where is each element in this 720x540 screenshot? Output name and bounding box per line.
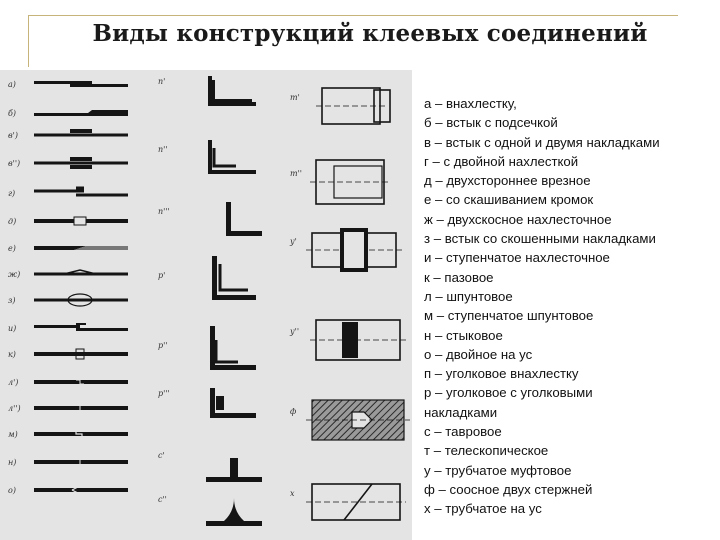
strip bbox=[76, 187, 84, 190]
strip bbox=[34, 190, 84, 193]
legend-list bbox=[424, 94, 720, 519]
legend-item: накладками bbox=[424, 404, 498, 420]
diagram-background bbox=[0, 70, 412, 540]
diagram-label: е) bbox=[8, 244, 16, 253]
strip bbox=[76, 194, 128, 197]
diagram-label: с' bbox=[158, 451, 165, 460]
legend-item: н – стыковое bbox=[424, 327, 503, 343]
slide-title: Виды конструкций клеевых соединений bbox=[92, 20, 648, 47]
diagram-label: п'' bbox=[158, 145, 168, 154]
diagram-label: к) bbox=[8, 350, 16, 359]
tee-web bbox=[230, 458, 238, 478]
diagram-label: б) bbox=[8, 109, 17, 118]
legend-item: о – двойное на ус bbox=[424, 346, 533, 362]
sleeve-inner bbox=[344, 232, 364, 268]
diagram-label: т' bbox=[290, 93, 300, 102]
diagram-label: у'' bbox=[290, 327, 300, 336]
diagram-label: н) bbox=[8, 458, 17, 467]
strip bbox=[34, 488, 128, 492]
diagram-label: л'') bbox=[8, 404, 21, 413]
legend-item: г – с двойной нахлесткой bbox=[424, 153, 579, 169]
strip bbox=[70, 157, 92, 161]
strip bbox=[70, 165, 92, 169]
legend-item: ж – двухскосное нахлесточное bbox=[424, 211, 612, 227]
legend-item: с – тавровое bbox=[424, 424, 502, 440]
legend-item: р – уголковое с уголковыми bbox=[424, 385, 593, 401]
diagram-label: п' bbox=[158, 77, 166, 86]
diagram-label: ф bbox=[290, 407, 297, 416]
strip bbox=[34, 81, 92, 84]
legend-item: и – ступенчатое нахлесточное bbox=[424, 250, 610, 266]
diagram-label: и) bbox=[8, 324, 17, 333]
diagram-label: у' bbox=[290, 237, 297, 246]
diagram-label: х bbox=[290, 489, 295, 498]
diagram-label: м) bbox=[8, 430, 18, 439]
legend-item: м – ступенчатое шпунтовое bbox=[424, 308, 594, 324]
diagram-label: в') bbox=[8, 131, 18, 140]
strip bbox=[34, 352, 128, 356]
legend-item: ф – соосное двух стержней bbox=[424, 481, 593, 497]
legend-item: з – встык со скошенными накладками bbox=[424, 231, 656, 247]
strip bbox=[34, 273, 128, 276]
strip bbox=[34, 325, 80, 328]
tee-flange bbox=[206, 521, 262, 526]
legend-item: т – телескопическое bbox=[424, 443, 549, 459]
legend-item: у – трубчатое муфтовое bbox=[424, 462, 572, 478]
diagram-label: с'' bbox=[158, 495, 167, 504]
diagram-label: р' bbox=[158, 271, 166, 280]
title-rule-top bbox=[28, 15, 678, 16]
diagram-label: ж) bbox=[8, 270, 21, 279]
diagram-label: т'' bbox=[290, 169, 302, 178]
strip bbox=[70, 84, 128, 87]
legend-item: х – трубчатое на ус bbox=[424, 501, 542, 517]
legend-item: б – встык с подсечкой bbox=[424, 115, 558, 131]
diagram-label: п''' bbox=[158, 207, 170, 216]
diagram-label: л') bbox=[8, 378, 19, 387]
angle-plate bbox=[216, 396, 224, 410]
strip bbox=[34, 460, 128, 464]
strip bbox=[34, 380, 128, 384]
strip bbox=[34, 113, 86, 116]
joint-diagrams-figure bbox=[0, 70, 412, 540]
diagram-label: д) bbox=[8, 217, 17, 226]
diagram-label: о) bbox=[8, 486, 16, 495]
strip bbox=[34, 162, 128, 165]
insert bbox=[74, 217, 86, 225]
diagram-label: в'') bbox=[8, 159, 21, 168]
legend-item: в – встык с одной и двумя накладками bbox=[424, 134, 660, 150]
strip bbox=[76, 323, 86, 325]
title-rule-left bbox=[28, 15, 29, 67]
sleeve bbox=[342, 322, 358, 358]
strip bbox=[34, 299, 128, 302]
legend-item: к – пазовое bbox=[424, 269, 494, 285]
diagram-label: а) bbox=[8, 80, 16, 89]
strip bbox=[34, 134, 128, 137]
legend-item: д – двухстороннее врезное bbox=[424, 173, 591, 189]
strip bbox=[76, 328, 128, 331]
diagram-label: г) bbox=[8, 189, 16, 198]
strip bbox=[34, 406, 128, 410]
diagram-label: р''' bbox=[158, 389, 170, 398]
legend-item: л – шпунтовое bbox=[424, 288, 513, 304]
joint-diagrams-svg bbox=[0, 70, 412, 540]
strip bbox=[86, 113, 128, 116]
legend-item: е – со скашиванием кромок bbox=[424, 192, 594, 208]
diagram-label: р'' bbox=[158, 341, 168, 350]
diagram-label: з) bbox=[8, 296, 16, 305]
strip bbox=[70, 129, 92, 133]
legend-item: п – уголковое внахлестку bbox=[424, 366, 579, 382]
legend-item: а – внахлестку, bbox=[424, 96, 517, 111]
